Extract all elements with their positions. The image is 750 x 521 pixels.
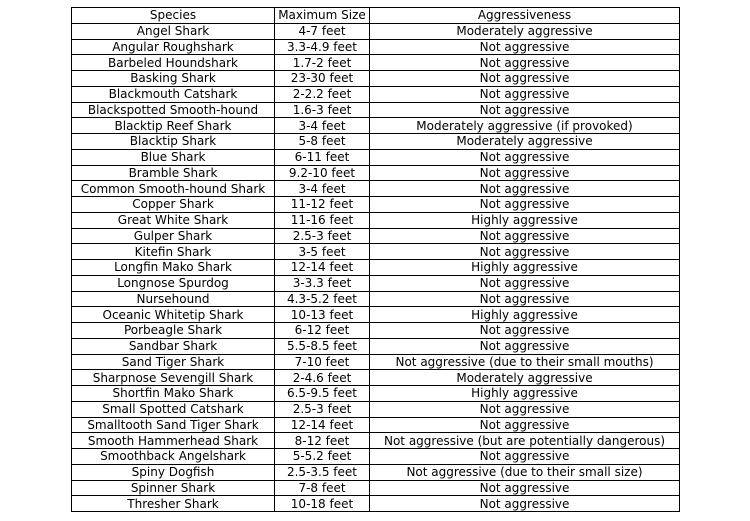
maximum-size-cell: 6-12 feet bbox=[275, 323, 370, 339]
table-body bbox=[72, 23, 680, 511]
aggressiveness-cell: Not aggressive bbox=[370, 197, 680, 213]
species-cell: Great White Shark bbox=[72, 212, 275, 228]
table-header bbox=[72, 8, 680, 24]
species-cell: Angular Roughshark bbox=[72, 39, 275, 55]
table-row bbox=[72, 496, 680, 512]
species-cell: Small Spotted Catshark bbox=[72, 401, 275, 417]
species-cell: Shortfin Mako Shark bbox=[72, 386, 275, 402]
table-row bbox=[72, 149, 680, 165]
maximum-size-cell: 2.5-3.5 feet bbox=[275, 464, 370, 480]
maximum-size-cell: 3-5 feet bbox=[275, 244, 370, 260]
species-cell: Sharpnose Sevengill Shark bbox=[72, 370, 275, 386]
aggressiveness-cell: Not aggressive (due to their small size) bbox=[370, 464, 680, 480]
table-row bbox=[72, 134, 680, 150]
species-cell: Common Smooth-hound Shark bbox=[72, 181, 275, 197]
table-row bbox=[72, 354, 680, 370]
species-cell: Sandbar Shark bbox=[72, 338, 275, 354]
maximum-size-cell: 4-7 feet bbox=[275, 23, 370, 39]
table-row bbox=[72, 212, 680, 228]
aggressiveness-cell: Not aggressive bbox=[370, 449, 680, 465]
maximum-size-cell: 7-8 feet bbox=[275, 480, 370, 496]
table-row bbox=[72, 464, 680, 480]
maximum-size-cell: 10-18 feet bbox=[275, 496, 370, 512]
table-row bbox=[72, 386, 680, 402]
table-row bbox=[72, 480, 680, 496]
species-cell: Blacktip Reef Shark bbox=[72, 118, 275, 134]
maximum-size-cell: 8-12 feet bbox=[275, 433, 370, 449]
species-cell: Blacktip Shark bbox=[72, 134, 275, 150]
maximum-size-cell: 6.5-9.5 feet bbox=[275, 386, 370, 402]
species-cell: Sand Tiger Shark bbox=[72, 354, 275, 370]
table-row bbox=[72, 197, 680, 213]
table-row bbox=[72, 55, 680, 71]
table-row bbox=[72, 23, 680, 39]
aggressiveness-cell: Not aggressive bbox=[370, 291, 680, 307]
maximum-size-cell: 9.2-10 feet bbox=[275, 165, 370, 181]
species-cell: Barbeled Houndshark bbox=[72, 55, 275, 71]
maximum-size-cell: 5-8 feet bbox=[275, 134, 370, 150]
table-row bbox=[72, 102, 680, 118]
table-row bbox=[72, 86, 680, 102]
aggressiveness-cell: Highly aggressive bbox=[370, 260, 680, 276]
species-cell: Blackspotted Smooth-hound bbox=[72, 102, 275, 118]
aggressiveness-cell: Not aggressive bbox=[370, 275, 680, 291]
maximum-size-cell: 4.3-5.2 feet bbox=[275, 291, 370, 307]
header-aggressiveness: Aggressiveness bbox=[370, 8, 680, 24]
aggressiveness-cell: Not aggressive bbox=[370, 165, 680, 181]
maximum-size-cell: 5.5-8.5 feet bbox=[275, 338, 370, 354]
aggressiveness-cell: Not aggressive bbox=[370, 338, 680, 354]
aggressiveness-cell: Not aggressive bbox=[370, 149, 680, 165]
species-cell: Longnose Spurdog bbox=[72, 275, 275, 291]
table-row bbox=[72, 433, 680, 449]
table-row bbox=[72, 71, 680, 87]
maximum-size-cell: 3.3-4.9 feet bbox=[275, 39, 370, 55]
species-cell: Blue Shark bbox=[72, 149, 275, 165]
maximum-size-cell: 3-4 feet bbox=[275, 118, 370, 134]
aggressiveness-cell: Not aggressive bbox=[370, 71, 680, 87]
maximum-size-cell: 6-11 feet bbox=[275, 149, 370, 165]
table-row bbox=[72, 338, 680, 354]
table-row bbox=[72, 275, 680, 291]
table-row bbox=[72, 449, 680, 465]
header-species: Species bbox=[72, 8, 275, 24]
maximum-size-cell: 2-4.6 feet bbox=[275, 370, 370, 386]
aggressiveness-cell: Not aggressive (due to their small mouths) bbox=[370, 354, 680, 370]
species-cell: Smooth Hammerhead Shark bbox=[72, 433, 275, 449]
aggressiveness-cell: Not aggressive bbox=[370, 102, 680, 118]
maximum-size-cell: 11-16 feet bbox=[275, 212, 370, 228]
header-maximum-size: Maximum Size bbox=[275, 8, 370, 24]
species-cell: Kitefin Shark bbox=[72, 244, 275, 260]
aggressiveness-cell: Moderately aggressive bbox=[370, 134, 680, 150]
maximum-size-cell: 3-3.3 feet bbox=[275, 275, 370, 291]
aggressiveness-cell: Not aggressive bbox=[370, 181, 680, 197]
table-row bbox=[72, 228, 680, 244]
aggressiveness-cell: Not aggressive bbox=[370, 244, 680, 260]
table-row bbox=[72, 401, 680, 417]
table-row bbox=[72, 417, 680, 433]
maximum-size-cell: 23-30 feet bbox=[275, 71, 370, 87]
aggressiveness-cell: Highly aggressive bbox=[370, 386, 680, 402]
species-cell: Porbeagle Shark bbox=[72, 323, 275, 339]
shark-table bbox=[71, 7, 680, 512]
species-cell: Smoothback Angelshark bbox=[72, 449, 275, 465]
maximum-size-cell: 1.6-3 feet bbox=[275, 102, 370, 118]
table-row bbox=[72, 307, 680, 323]
aggressiveness-cell: Not aggressive (but are potentially dangerous) bbox=[370, 433, 680, 449]
maximum-size-cell: 1.7-2 feet bbox=[275, 55, 370, 71]
species-cell: Spinner Shark bbox=[72, 480, 275, 496]
aggressiveness-cell: Highly aggressive bbox=[370, 307, 680, 323]
aggressiveness-cell: Not aggressive bbox=[370, 228, 680, 244]
species-cell: Thresher Shark bbox=[72, 496, 275, 512]
table-row bbox=[72, 260, 680, 276]
species-cell: Gulper Shark bbox=[72, 228, 275, 244]
table-row bbox=[72, 181, 680, 197]
aggressiveness-cell: Moderately aggressive bbox=[370, 23, 680, 39]
species-cell: Spiny Dogfish bbox=[72, 464, 275, 480]
aggressiveness-cell: Not aggressive bbox=[370, 480, 680, 496]
aggressiveness-cell: Not aggressive bbox=[370, 401, 680, 417]
maximum-size-cell: 7-10 feet bbox=[275, 354, 370, 370]
species-cell: Bramble Shark bbox=[72, 165, 275, 181]
aggressiveness-cell: Not aggressive bbox=[370, 417, 680, 433]
maximum-size-cell: 10-13 feet bbox=[275, 307, 370, 323]
species-cell: Oceanic Whitetip Shark bbox=[72, 307, 275, 323]
aggressiveness-cell: Not aggressive bbox=[370, 323, 680, 339]
table-row bbox=[72, 244, 680, 260]
maximum-size-cell: 2.5-3 feet bbox=[275, 228, 370, 244]
species-cell: Smalltooth Sand Tiger Shark bbox=[72, 417, 275, 433]
maximum-size-cell: 3-4 feet bbox=[275, 181, 370, 197]
species-cell: Blackmouth Catshark bbox=[72, 86, 275, 102]
table-row bbox=[72, 370, 680, 386]
species-cell: Longfin Mako Shark bbox=[72, 260, 275, 276]
maximum-size-cell: 12-14 feet bbox=[275, 417, 370, 433]
table-row bbox=[72, 323, 680, 339]
aggressiveness-cell: Highly aggressive bbox=[370, 212, 680, 228]
species-cell: Nursehound bbox=[72, 291, 275, 307]
table-row bbox=[72, 39, 680, 55]
aggressiveness-cell: Not aggressive bbox=[370, 39, 680, 55]
species-cell: Copper Shark bbox=[72, 197, 275, 213]
aggressiveness-cell: Not aggressive bbox=[370, 86, 680, 102]
aggressiveness-cell: Not aggressive bbox=[370, 55, 680, 71]
table-row bbox=[72, 291, 680, 307]
aggressiveness-cell: Moderately aggressive (if provoked) bbox=[370, 118, 680, 134]
table-row bbox=[72, 165, 680, 181]
header-row bbox=[72, 8, 680, 24]
shark-table-container bbox=[71, 7, 679, 512]
maximum-size-cell: 2.5-3 feet bbox=[275, 401, 370, 417]
maximum-size-cell: 2-2.2 feet bbox=[275, 86, 370, 102]
table-row bbox=[72, 118, 680, 134]
maximum-size-cell: 12-14 feet bbox=[275, 260, 370, 276]
aggressiveness-cell: Not aggressive bbox=[370, 496, 680, 512]
aggressiveness-cell: Moderately aggressive bbox=[370, 370, 680, 386]
species-cell: Angel Shark bbox=[72, 23, 275, 39]
species-cell: Basking Shark bbox=[72, 71, 275, 87]
maximum-size-cell: 5-5.2 feet bbox=[275, 449, 370, 465]
maximum-size-cell: 11-12 feet bbox=[275, 197, 370, 213]
